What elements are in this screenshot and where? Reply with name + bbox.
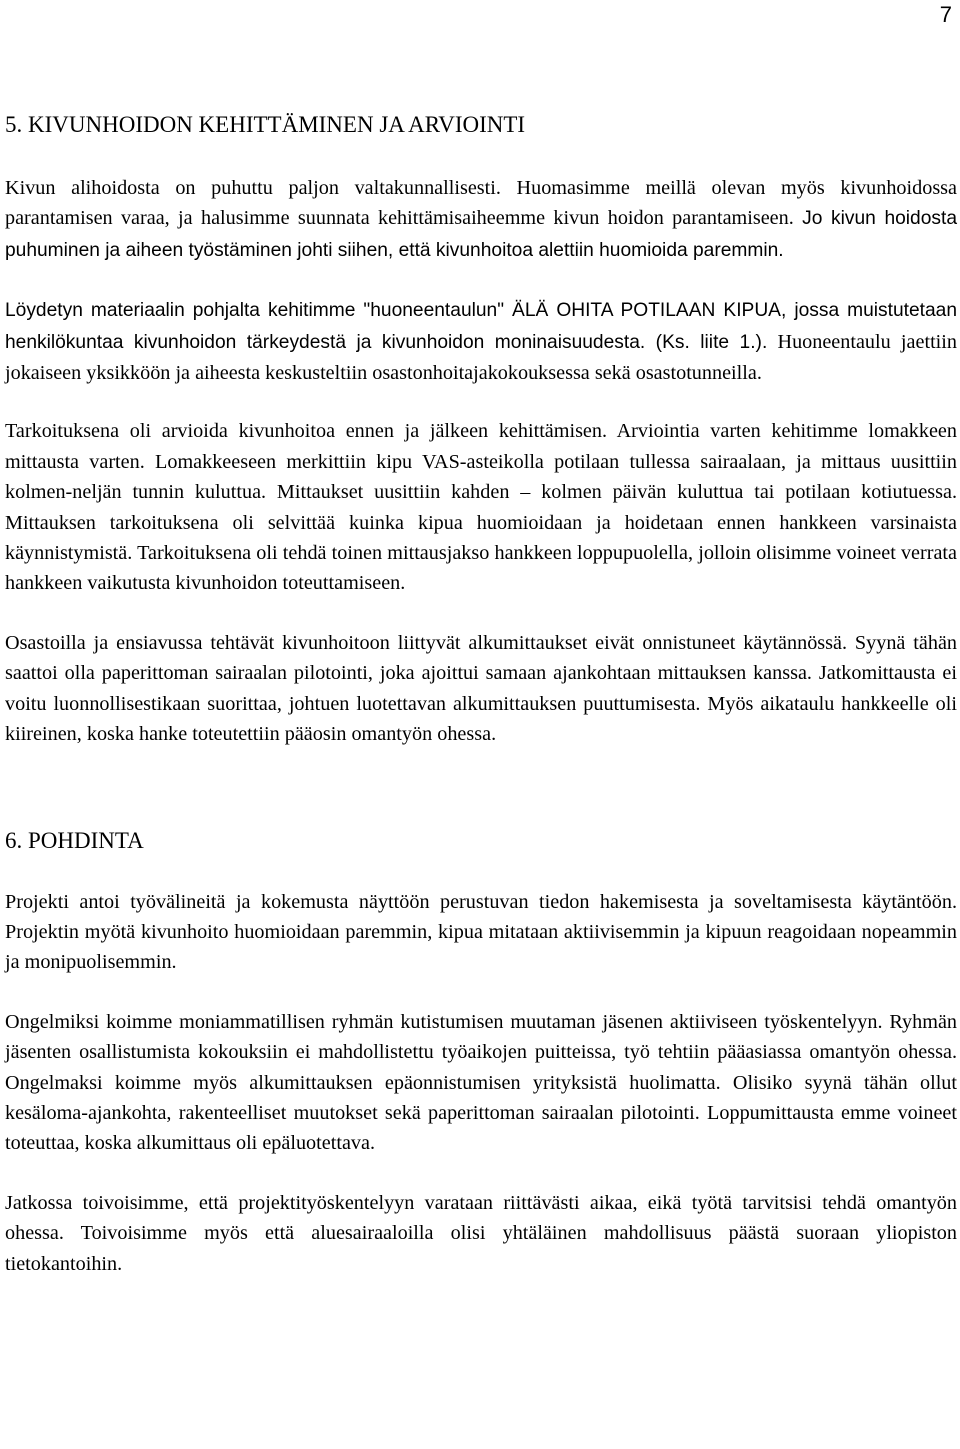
section-heading-6: 6. POHDINTA [5, 827, 144, 853]
section-heading-5: 5. KIVUNHOIDON KEHITTÄMINEN JA ARVIOINTI [5, 112, 526, 137]
paragraph-intro-serif-text: Kivun alihoidosta on puhuttu paljon valtakunnallisesti. Huomasimme meillä olevan myös kivunhoidossa parantamisen varaa, ja halusimme suunnata kehittämisaiheemme kivun hoidon parantamiseen. [5, 177, 957, 230]
paragraph-alkumittaukset: Osastoilla ja ensiavussa tehtävät kivunhoitoon liittyvät alkumittaukset eivät onnistuneet käytännössä. Syynä tähän saattoi olla paperittoman sairaalan pilotointi, joka ajoittui samaan ajankohtaan mittauksen kanssa. Jatkomittausta ei voitu luonnollisestikaan suorittaa, johtuen luotettavan alkumittauksen puuttumisesta. Myös aikataulu hankkeelle oli kiireinen, koska hanke toteutettiin pääosin omantyön ohessa. [5, 631, 957, 746]
paragraph-projekti: Projekti antoi työvälineitä ja kokemusta näyttöön perustuvan tiedon hakemisesta ja soveltamisesta käytäntöön. Projektin myötä kivunhoito huomioidaan paremmin, kipua mitataan aktiivisemmin ja kipuun reagoidaan nopeammin ja monipuolisemmin. [5, 890, 957, 974]
page-number: 7 [939, 2, 952, 27]
paragraph-intro-sans-text: Jo kivun hoidosta puhuminen ja aiheen työstäminen johti siihen, että kivunhoitoa alettiin huomioida paremmin. [5, 208, 958, 261]
paragraph-jatkossa: Jatkossa toivoisimme, että projektityöskentelyyn varataan riittävästi aikaa, eikä työtä tarvitsisi tehdä omantyön ohessa. Toivoisimme myös että aluesairaaloilla olisi yhtäläinen mahdollisuus päästä suoraan yliopiston tietokantoihin. [5, 1191, 957, 1275]
paragraph-huoneentaulu [5, 295, 957, 388]
paragraph-ongelmat: Ongelmiksi koimme moniammatillisen ryhmän kutistumisen muutaman jäsenen aktiiviseen työskentelyyn. Ryhmän jäsenten osallistumista kokouksiin ei mahdollistettu työaikojen puitteissa, työ tehtiin pääasiassa omantyön ohessa. Ongelmaksi koimme myös alkumittauksen epäonnistumisen yrityksistä huolimatta. Olisiko syynä tähän ollut kesäloma-ajankohta, rakenteelliset muutokset sekä paperittoman sairaalan pilotointi. Loppumittausta emme voineet toteuttaa, koska alkumittaus oli epäluotettava. [5, 1010, 957, 1155]
paragraph-huoneentaulu-sans-text: Löydetyn materiaalin pohjalta kehitimme "huoneentaulun" ÄLÄ OHITA POTILAAN KIPUA, jossa muistutetaan henkilökuntaa kivunhoidon tärkeydestä ja kivunhoidon moninaisuudesta. (Ks. liite 1.). [5, 300, 957, 353]
paragraph-intro [5, 173, 957, 266]
paragraph-huoneentaulu-serif-text: Huoneentaulu jaettiin jokaiseen yksikköön ja aiheesta keskusteltiin osastonhoitajakokouksessa sekä osastotunneilla. [5, 330, 957, 385]
page-content [5, 108, 957, 1279]
paragraph-arviointi: Tarkoituksena oli arvioida kivunhoitoa ennen ja jälkeen kehittämisen. Arviointia varten kehitimme lomakkeen mittausta varten. Lomakkeeseen merkittiin kipu VAS-asteikolla potilaan tullessa sairaalaan, ja mittaus uusittiin kolmen-neljän tunnin kuluttua. Mittaukset uusittiin kahden – kolmen päivän kuluttua tai potilaan kotiutuessa. Mittauksen tarkoituksena oli selvittää kuinka kipua huomioidaan ja hoidetaan ennen hankkeen varsinaista käynnistymistä. Tarkoituksena oli tehdä toinen mittausjakso hankkeen loppupuolella, jolloin olisimme voineet verrata hankkeen vaikutusta kivunhoidon toteuttamiseen. [5, 420, 957, 595]
